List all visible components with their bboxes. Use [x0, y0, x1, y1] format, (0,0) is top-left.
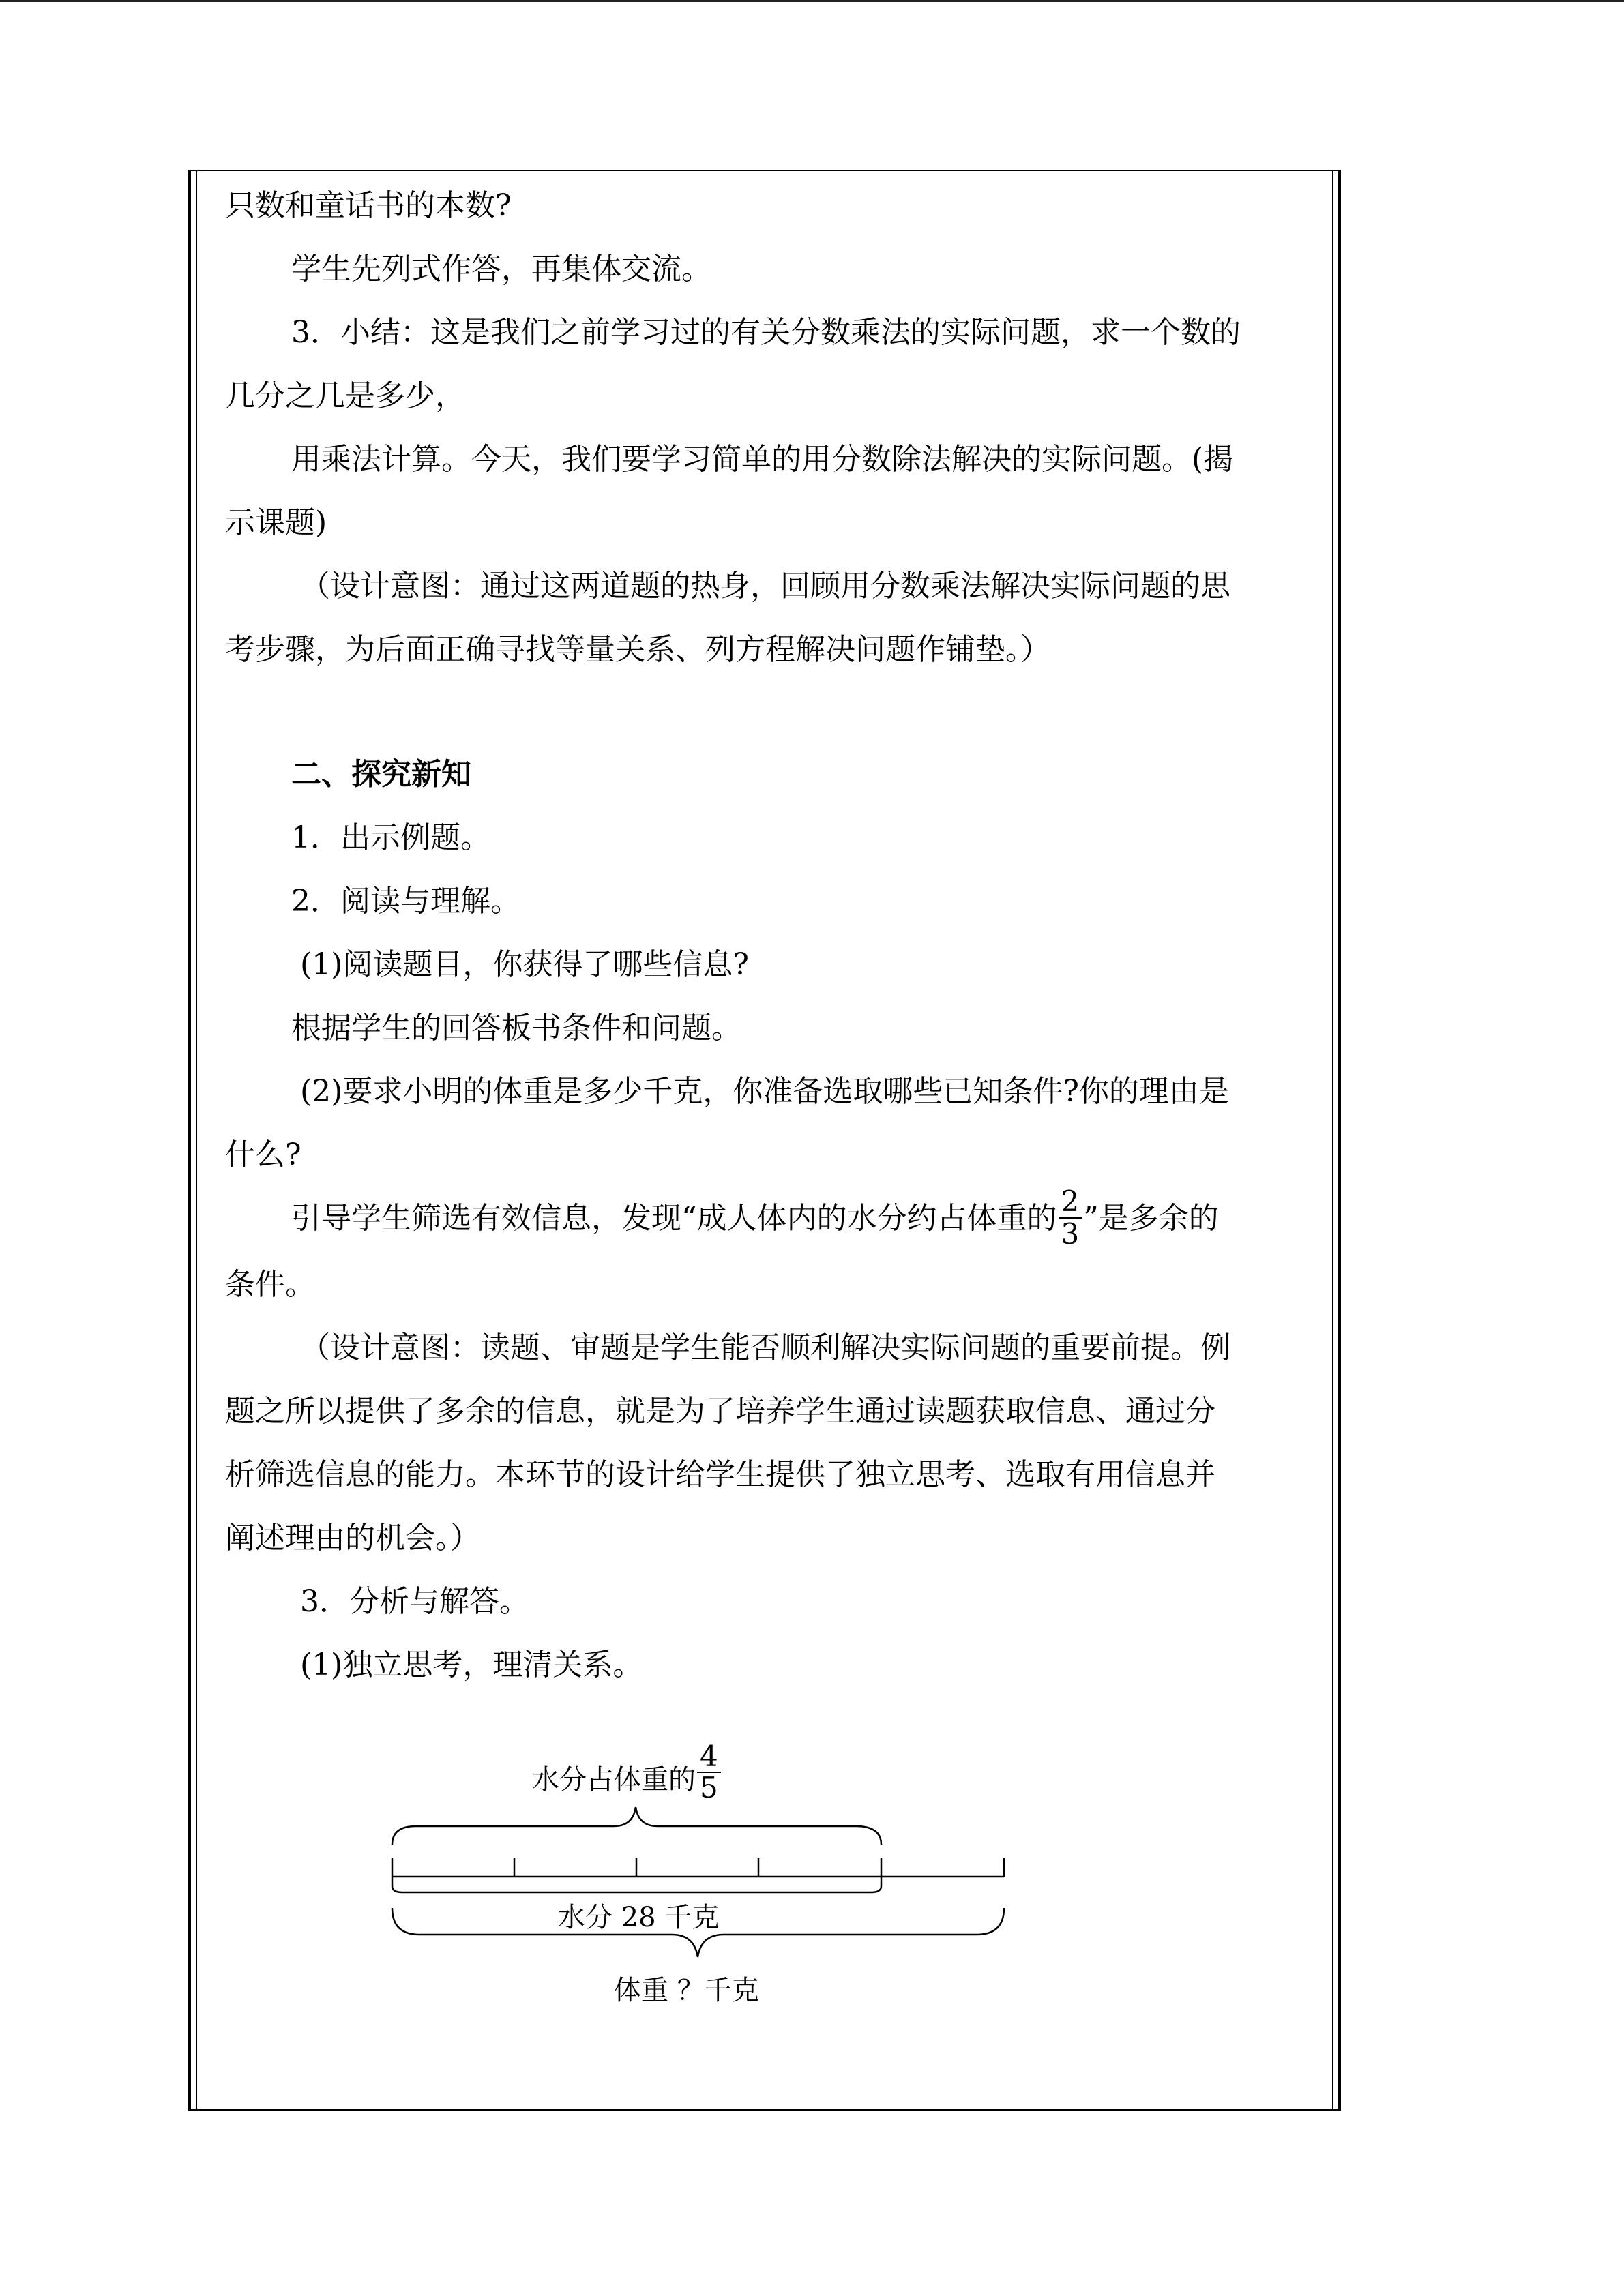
guidance-text: 引导学生筛选有效信息，发现“成人体内的水分约占体重的 — [291, 1201, 1057, 1236]
design-intent-2-line-3: 析筛选信息的能力。本环节的设计给学生提供了独立思考、选取有用信息并 — [225, 1457, 1215, 1492]
paragraph: 示课题) — [225, 505, 327, 540]
section-heading: 二、探究新知 — [291, 757, 471, 792]
design-intent-1-line-2: 考步骤，为后面正确寻找等量关系、列方程解决问题作铺垫。） — [225, 632, 1050, 667]
sub-step-1: (1)独立思考，理清关系。 — [300, 1647, 643, 1682]
spacer — [225, 681, 1323, 743]
paragraph: 只数和童话书的本数? — [225, 188, 512, 223]
fraction-four-fifths — [697, 1742, 721, 1803]
guidance-text-end: ”是多余的 — [1083, 1201, 1219, 1236]
bracket-water — [392, 1877, 881, 1892]
design-intent-2-line-4: 阐述理由的机会。） — [225, 1520, 480, 1555]
line-segment-diagram — [368, 1732, 1084, 2046]
step-3: 3．分析与解答。 — [300, 1583, 529, 1619]
question-2-line-2: 什么? — [225, 1137, 301, 1172]
step-1: 1．出示例题。 — [291, 820, 490, 855]
table-right-border-outer — [1338, 170, 1341, 2111]
fraction-denominator: 5 — [700, 1771, 718, 1804]
fraction-denominator: 3 — [1061, 1217, 1080, 1251]
table-right-border-inner — [1332, 170, 1333, 2111]
fraction-numerator: 2 — [1059, 1186, 1082, 1219]
step-2: 2．阅读与理解。 — [291, 884, 520, 919]
paragraph: 用乘法计算。今天，我们要学习简单的用分数除法解决的实际问题。(揭 — [291, 442, 1234, 477]
question-1: (1)阅读题目，你获得了哪些信息? — [300, 947, 749, 982]
fraction-two-thirds — [1059, 1186, 1082, 1250]
table-bottom-border — [188, 2109, 1341, 2111]
guidance-line-2: 条件。 — [225, 1266, 315, 1302]
paragraph: 根据学生的回答板书条件和问题。 — [291, 1011, 741, 1045]
brace-top — [392, 1807, 881, 1845]
design-intent-2-line-2: 题之所以提供了多余的信息，就是为了培养学生通过读题获取信息、通过分 — [225, 1393, 1215, 1429]
summary-line-1: 3．小结：这是我们之前学习过的有关分数乘法的实际问题，求一个数的 — [291, 315, 1241, 350]
fraction-numerator: 4 — [697, 1742, 721, 1773]
body-weight-label: 体重 ？千克 — [614, 1975, 759, 2006]
design-intent-2-line-1: （设计意图：读题、审题是学生能否顺利解决实际问题的重要前提。例 — [300, 1330, 1230, 1365]
table-left-border-inner — [196, 170, 197, 2111]
water-fraction-label — [532, 1740, 722, 1813]
design-intent-1-line-1: （设计意图：通过这两道题的热身，回顾用分数乘法解决实际问题的思 — [300, 569, 1230, 603]
page-top-rule — [0, 0, 1624, 2]
water-fraction-text: 水分占体重的 — [532, 1764, 696, 1795]
guidance-line-1 — [225, 1184, 1323, 1253]
lesson-content — [225, 174, 1323, 1697]
summary-line-2: 几分之几是多少， — [225, 378, 465, 413]
table-left-border-outer — [188, 170, 191, 2111]
paragraph: 学生先列式作答，再集体交流。 — [291, 252, 711, 286]
question-2-line-1: (2)要求小明的体重是多少千克，你准备选取哪些已知条件?你的理由是 — [300, 1074, 1229, 1109]
water-weight-label: 水分 28 千克 — [558, 1902, 720, 1933]
table-top-border — [188, 170, 1341, 171]
